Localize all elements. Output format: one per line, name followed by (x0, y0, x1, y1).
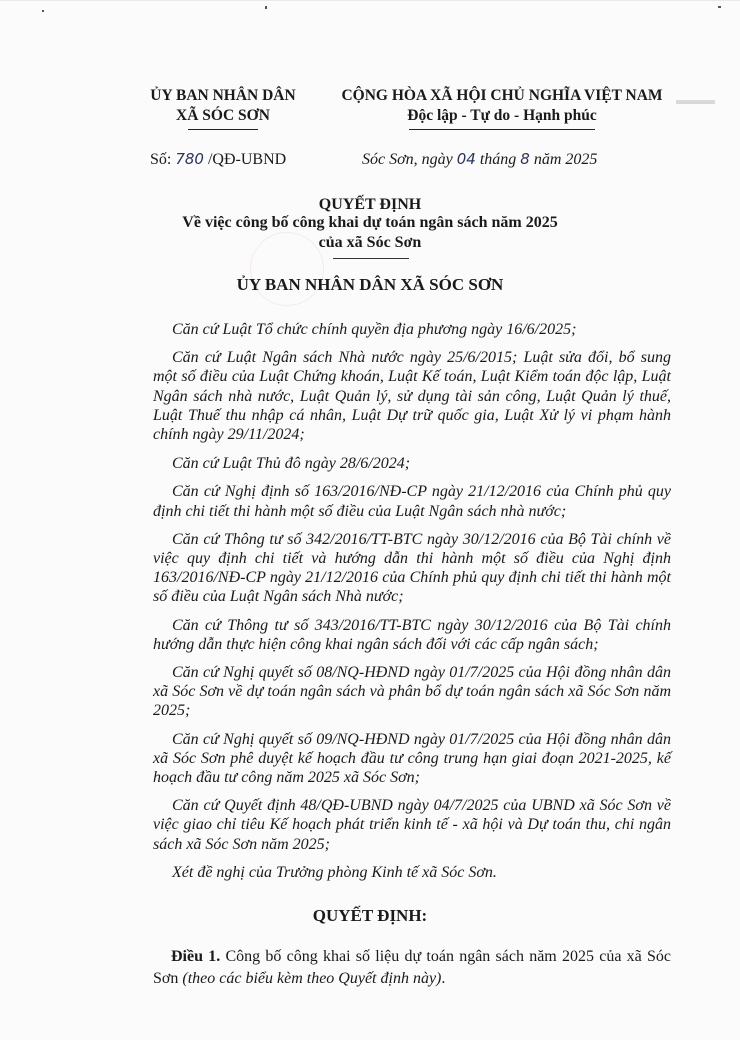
so-label: Số: (150, 151, 172, 168)
org-underline (188, 129, 258, 130)
basis-paragraph: Căn cứ Luật Tổ chức chính quyền địa phương ngày 16/6/2025; (172, 321, 577, 338)
date-year: năm 2025 (533, 151, 598, 168)
so-number-handwritten: 780 (175, 150, 204, 168)
article-1-text: Công bố công khai số liệu dự toán ngân sách năm 2025 của xã Sóc Sơn (153, 948, 672, 987)
nation-line2: Độc lập - Tự do - Hạnh phúc (407, 107, 597, 124)
basis-paragraph: Căn cứ Nghị định số 163/2016/NĐ-CP ngày 21/12/2016 của Chính phủ quy định chi tiết thi hành một số điều của Luật Ngân sách nhà nước; (153, 483, 671, 520)
legal-bases (153, 320, 671, 891)
basis-paragraph: Căn cứ Luật Thủ đô ngày 28/6/2024; (172, 455, 411, 473)
basis-paragraph: Căn cứ Thông tư số 343/2016/TT-BTC ngày 30/12/2016 của Bộ Tài chính hướng dẫn thực hiện công khai ngân sách đối với các cấp ngân sách; (153, 616, 671, 653)
so-suffix: /QĐ-UBND (207, 151, 287, 168)
org-line1: ỦY BAN NHÂN DÂN (150, 87, 296, 104)
national-motto (330, 86, 674, 130)
scan-speck (265, 6, 267, 9)
scan-speck (718, 6, 721, 8)
issuing-authority: ỦY BAN NHÂN DÂN XÃ SÓC SƠN (236, 275, 504, 294)
article-1-end: . (441, 970, 446, 987)
motto-underline (409, 129, 595, 130)
basis-paragraph: Căn cứ Luật Ngân sách Nhà nước ngày 25/6/2015; Luật sửa đổi, bổ sung một số điều của Luật Chứng khoán, Luật Kế toán, Luật Kiểm toán độc lập, Luật Ngân sách nhà nước, Luật Quản lý, sử dụng tài sản công, Luật Quản lý thuế, Luật Thuế thu nhập cá nhân, Luật Dự trữ quốc gia, Luật Xử lý vi phạm hành chính ngày 29/11/2024; (153, 349, 671, 444)
article-1-note: (theo các biểu kèm theo Quyết định này) (182, 970, 442, 987)
date-prefix: Sóc Sơn, ngày (362, 151, 453, 168)
bleed-through-text: ▬▬▬ (676, 92, 715, 107)
date-day-handwritten: 04 (456, 150, 476, 168)
org-line2: XÃ SÓC SƠN (176, 107, 270, 124)
basis-paragraph: Căn cứ Nghị quyết số 09/NQ-HĐND ngày 01/7/2025 của Hội đồng nhân dân xã Sóc Sơn phê duyệt kế hoạch đầu tư công trung hạn giai đoạn 2021-2025, kế hoạch đầu tư công năm 2025 xã Sóc Sơn; (153, 730, 671, 787)
document-number (150, 150, 286, 169)
date-month-label: tháng (479, 151, 517, 168)
nation-line1: CỘNG HÒA XÃ HỘI CHỦ NGHĨA VIỆT NAM (341, 87, 663, 104)
issue-date (362, 150, 597, 169)
issuing-org (135, 86, 311, 130)
basis-paragraph: Căn cứ Quyết định 48/QĐ-UBND ngày 04/7/2025 của UBND xã Sóc Sơn về việc giao chỉ tiêu Kế hoạch phát triển kinh tế - xã hội và Dự toán thu, chi ngân sách xã Sóc Sơn năm 2025; (153, 797, 671, 853)
doc-subject-line1: Về việc công bố công khai dự toán ngân sách năm 2025 (182, 214, 558, 231)
doc-subject-line2: của xã Sóc Sơn (318, 234, 422, 251)
article-1-label: Điều 1. (171, 948, 221, 965)
basis-paragraph: Căn cứ Nghị quyết số 08/NQ-HĐND ngày 01/7/2025 của Hội đồng nhân dân xã Sóc Sơn về dự toán ngân sách và phân bổ dự toán ngân sách xã Sóc Sơn năm 2025; (153, 664, 671, 720)
scan-edge (0, 0, 740, 1)
article-1-paragraph (153, 946, 671, 990)
article-1 (153, 946, 671, 990)
basis-paragraph: Xét đề nghị của Trưởng phòng Kinh tế xã Sóc Sơn. (172, 863, 497, 881)
doc-heading: QUYẾT ĐỊNH (318, 196, 422, 213)
scan-speck (42, 10, 44, 12)
date-month-handwritten: 8 (520, 150, 530, 168)
subject-underline (333, 258, 409, 259)
decision-heading: QUYẾT ĐỊNH: (312, 906, 428, 925)
basis-paragraph: Căn cứ Thông tư số 342/2016/TT-BTC ngày 30/12/2016 của Bộ Tài chính về việc quy định chi tiết và hướng dẫn thi hành một số điều của Nghị định 163/2016/NĐ-CP ngày 21/12/2016 của Chính phủ quy định chi tiết thi hành một số điều của Luật Ngân sách Nhà nước; (153, 530, 671, 606)
